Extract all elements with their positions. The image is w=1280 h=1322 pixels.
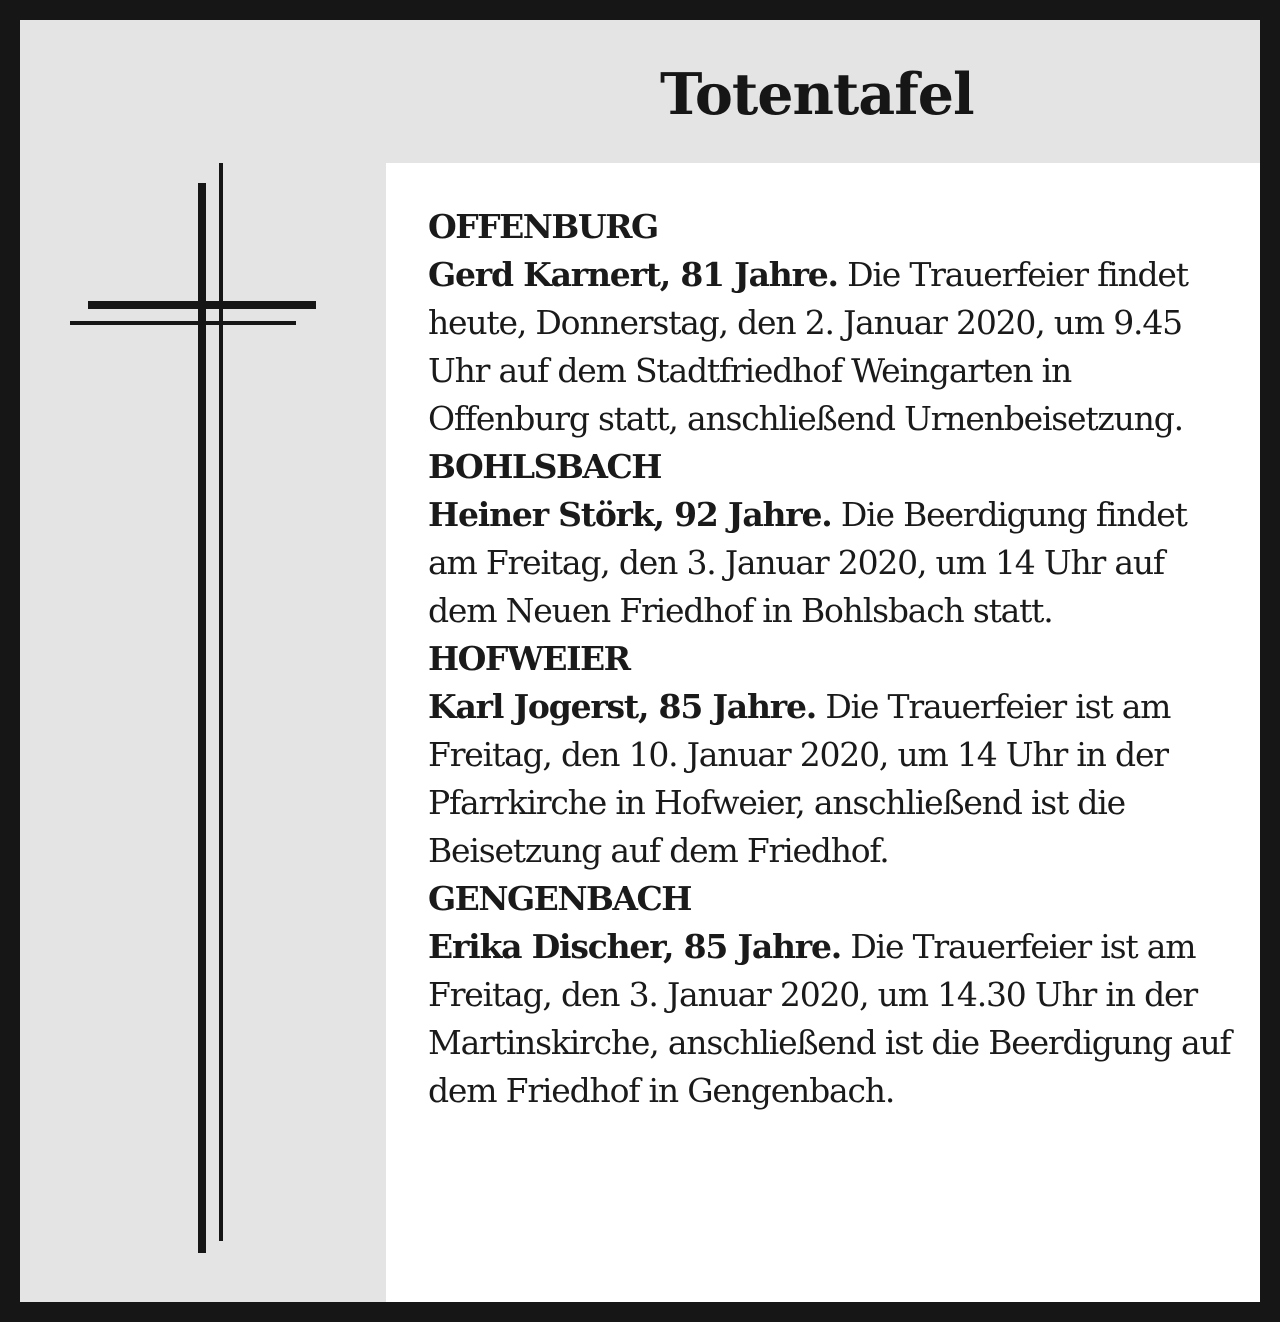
obituary-entry — [428, 443, 1238, 635]
entry-place: BOHLSBACH — [428, 447, 661, 486]
obituary-entry — [428, 203, 1238, 443]
obituary-entry — [428, 635, 1238, 875]
entry-text — [428, 683, 1238, 875]
cross-icon — [20, 20, 386, 1302]
entry-text — [428, 923, 1238, 1115]
obituary-panel — [20, 20, 1260, 1302]
entry-details: Die Trauerfeier ist am Freitag, den 3. Januar 2020, um 14.30 Uhr in der Martinskirche, anschließend ist die Beerdigung auf dem Friedhof in Gengenbach. — [428, 927, 1231, 1110]
entry-name: Karl Jogerst, 85 Jahre. — [428, 687, 817, 726]
entry-name: Gerd Karnert, 81 Jahre. — [428, 255, 838, 294]
entry-details: Die Trauerfeier ist am Freitag, den 10. Januar 2020, um 14 Uhr in der Pfarrkirche in Hofweier, anschließend ist die Beisetzung auf dem Friedhof. — [428, 687, 1171, 870]
entry-details: Die Trauerfeier findet heute, Donnerstag, den 2. Januar 2020, um 9.45 Uhr auf dem Stadtfriedhof Weingarten in Offenburg statt, anschließend Urnenbeisetzung. — [428, 255, 1188, 438]
entry-place: HOFWEIER — [428, 639, 630, 678]
page-title: Totentafel — [660, 61, 974, 128]
obituary-list — [386, 163, 1260, 1302]
entry-name: Erika Discher, 85 Jahre. — [428, 927, 842, 966]
entry-name: Heiner Störk, 92 Jahre. — [428, 495, 832, 534]
obituary-entry — [428, 875, 1238, 1115]
entry-place: OFFENBURG — [428, 207, 658, 246]
entry-text — [428, 251, 1238, 443]
entry-place: GENGENBACH — [428, 879, 691, 918]
entry-details: Die Beerdigung findet am Freitag, den 3. Januar 2020, um 14 Uhr auf dem Neuen Friedhof in Bohlsbach statt. — [428, 495, 1187, 630]
entry-text — [428, 491, 1238, 635]
